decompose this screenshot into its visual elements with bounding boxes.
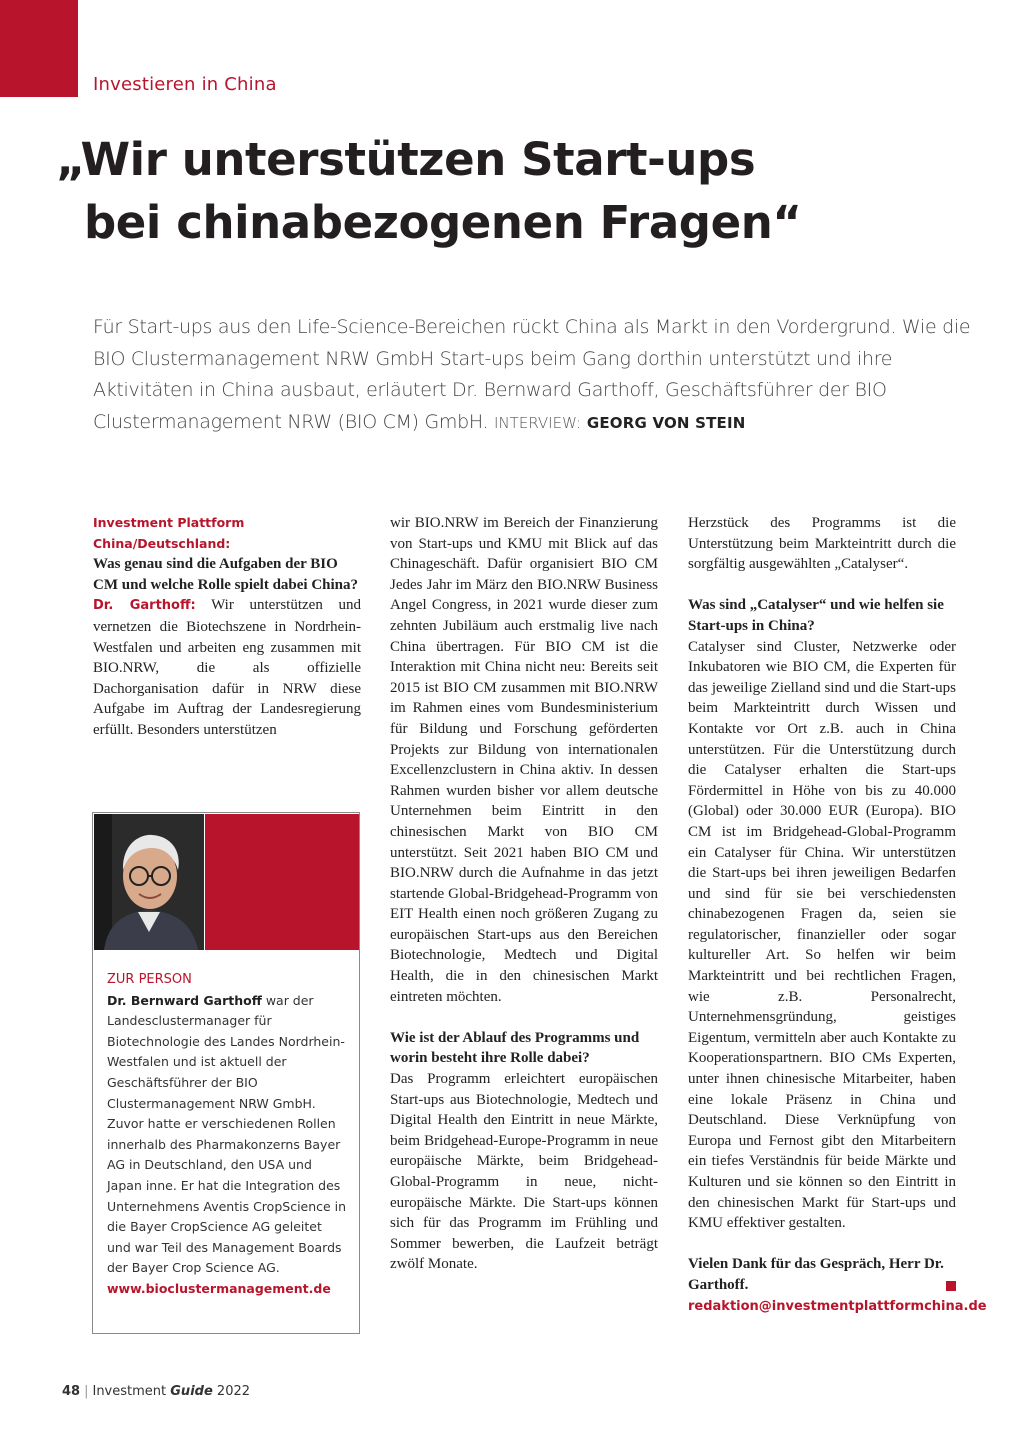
answer-1-continued: wir BIO.NRW im Bereich der Finanzierung von Start-ups und KMU mit Blick auf das Chinageschäft. Dafür organisiert BIO CM Jedes Jahr im März den BIO.NRW Business Angel Congress, in 2021 wurde dieser zum zehnten Jubiläum auch erstmalig live nach China übertragen. Für BIO CM ist die Interaktion mit China nicht neu: Bereits seit 2015 ist BIO CM zusammen mit BIO.NRW im Rahmen eines vom Bundesministerium für Bildung und Forschung geförderten Projekts zur Bildung von internationalen Excellenzclustern in China aktiv. In dessen Rahmen wurden bisher vor allem deutsche Unternehmen beim Eintritt in den chinesischen Markt von BIO CM unterstützt. Seit 2021 haben BIO CM und BIO.NRW durch die Aufnahme in das jetzt startende Global-Bridgehead-Programm von EIT Health einen noch größeren Zugang zu europäischen Start-ups aus den Bereichen Biotechnologie, Medtech und Digital Health, die in den chinesischen Markt eintreten möchten.: [390, 515, 658, 1005]
person-info-box: [92, 812, 360, 1334]
article-column-2: [390, 513, 658, 1275]
article-lead: [93, 312, 973, 439]
end-mark-icon: [946, 1281, 956, 1291]
footer-separator: |: [84, 1384, 89, 1399]
article-headline: [56, 128, 976, 254]
answer-2-continued: Herzstück des Programms ist die Unterstützung beim Markteintritt durch die sorgfältig ausgewählten „Catalyser“.: [688, 515, 956, 573]
speaker-label: Dr. Garthoff:: [93, 598, 196, 614]
lead-text: Für Start-ups aus den Life-Science-Bereichen rückt China als Markt in den Vordergrund. Wie die BIO Clustermanagement NRW GmbH Start-ups beim Gang dorthin unterstützt und ihre Aktivitäten in China ausbaut, erläutert Dr. Bernward Garthoff, Geschäftsführer der BIO Clustermanagement NRW (BIO CM) GmbH.: [93, 316, 971, 433]
footer-year: 2022: [216, 1384, 251, 1399]
corner-color-block: [0, 0, 78, 97]
photo-accent-block: [205, 814, 359, 950]
interviewer-label: Investment Plattform China/Deutschland:: [93, 515, 245, 551]
page-number: 48: [62, 1384, 81, 1399]
page-footer: [62, 1384, 250, 1399]
interview-credit-name: GEORG VON STEIN: [586, 413, 746, 432]
person-bio: [107, 970, 347, 1300]
question-1: Was genau sind die Aufgaben der BIO CM und welche Rolle spielt dabei China?: [93, 556, 359, 593]
headline-line-1: „Wir unterstützen Start-ups: [56, 133, 756, 186]
footer-publication: Investment: [92, 1384, 167, 1399]
footer-guide: Guide: [170, 1384, 213, 1399]
question-2: Wie ist der Ablauf des Programms und worin besteht ihre Rolle dabei?: [390, 1029, 640, 1067]
question-3: Was sind „Catalyser“ und wie helfen sie Start-ups in China?: [688, 597, 944, 634]
person-bio-text: war der Landesclustermanager für Biotechnologie des Landes Nordrhein-Westfalen und ist aktuell der Geschäftsführer der BIO Clustermanagement NRW GmbH. Zuvor hatte er verschiedenen Rollen innerhalb des Pharmakonzerns Bayer AG in Deutschland, den USA und Japan inne. Er hat die Integration des Unternehmens Aventis CropScience in die Bayer CropScience AG geleitet und war Teil des Management Boards der Bayer Crop Science AG.: [107, 992, 347, 1276]
article-column-3: [688, 513, 987, 1317]
answer-2: Das Programm erleichtert europäischen Start-ups aus Biotechnologie, Medtech und Digital Health den Eintritt in neue Märkte, beim Bridgehead-Europe-Programm in neue europäische Märkte, beim Bridgehead-Global-Programm in neue, nicht-europäische Märkte. Die Start-ups können sich für das Programm im Frühling und Sommer bewerben, die Laufzeit beträgt zwölf Monate.: [390, 1071, 658, 1273]
interview-credit-label: INTERVIEW:: [494, 413, 582, 432]
person-website-link[interactable]: www.bioclustermanagement.de: [107, 1280, 331, 1296]
person-name: Dr. Bernward Garthoff: [107, 992, 262, 1008]
person-label: ZUR PERSON: [107, 972, 192, 987]
article-column-1: [93, 513, 361, 741]
answer-1: Dr. Garthoff: Wir unterstützen und vernetzen die Biotechszene in Nordrhein-Westfalen und arbeiten eng zusammen mit BIO.NRW, die als offizielle Dachorganisation dafür in NRW diese Aufgabe im Auftrag der Landesregierung erfüllt. Besonders unterstützen: [93, 597, 361, 738]
closing-thanks: Vielen Dank für das Gespräch, Herr Dr. Garthoff.: [688, 1254, 956, 1295]
editorial-email[interactable]: redaktion@investmentplattformchina.de: [688, 1298, 987, 1314]
section-rubric: Investieren in China: [93, 74, 277, 95]
answer-3: Catalyser sind Cluster, Netzwerke oder Inkubatoren wie BIO CM, die Experten für das jeweilige Zielland sind und die Start-ups beim Markteintritt durch Wissen und Kontakte vor Ort z.B. auch in China unterstützen. Für die Unterstützung durch die Catalyser erhalten die Start-ups Fördermittel in Höhe von bis zu 40.000 (Global) oder 30.000 EUR (Europa). BIO CM ist im Bridgehead-Global-Programm ein Catalyser für China. Wir unterstützen die Start-ups bei ihren jeweiligen Bedarfen und sind für sie bei verschiedensten chinabezogenen Fragen da, seien sie regulatorischer, finanzieller oder sogar kultureller Art. So helfen wir beim Markteintritt und bei rechtlichen Fragen, wie z.B. Personalrecht, Unternehmensgründung, geistiges Eigentum, vermitteln aber auch Kontakte zu Kooperationspartnern. BIO CMs Experten, unter ihnen chinesische Mitarbeiter, haben eine lokale Präsenz in China und Deutschland. Diese Verknüpfung von Europa und Fernost gibt den Mitarbeitern ein tiefes Verständnis für beide Märkte und Kulturen und sie können so den Eintritt in den chinesischen Markt für Start-ups und KMU effektiver gestalten.: [688, 638, 956, 1232]
headline-line-2: bei chinabezogenen Fragen“: [84, 196, 802, 249]
portrait-photo: [94, 814, 204, 950]
